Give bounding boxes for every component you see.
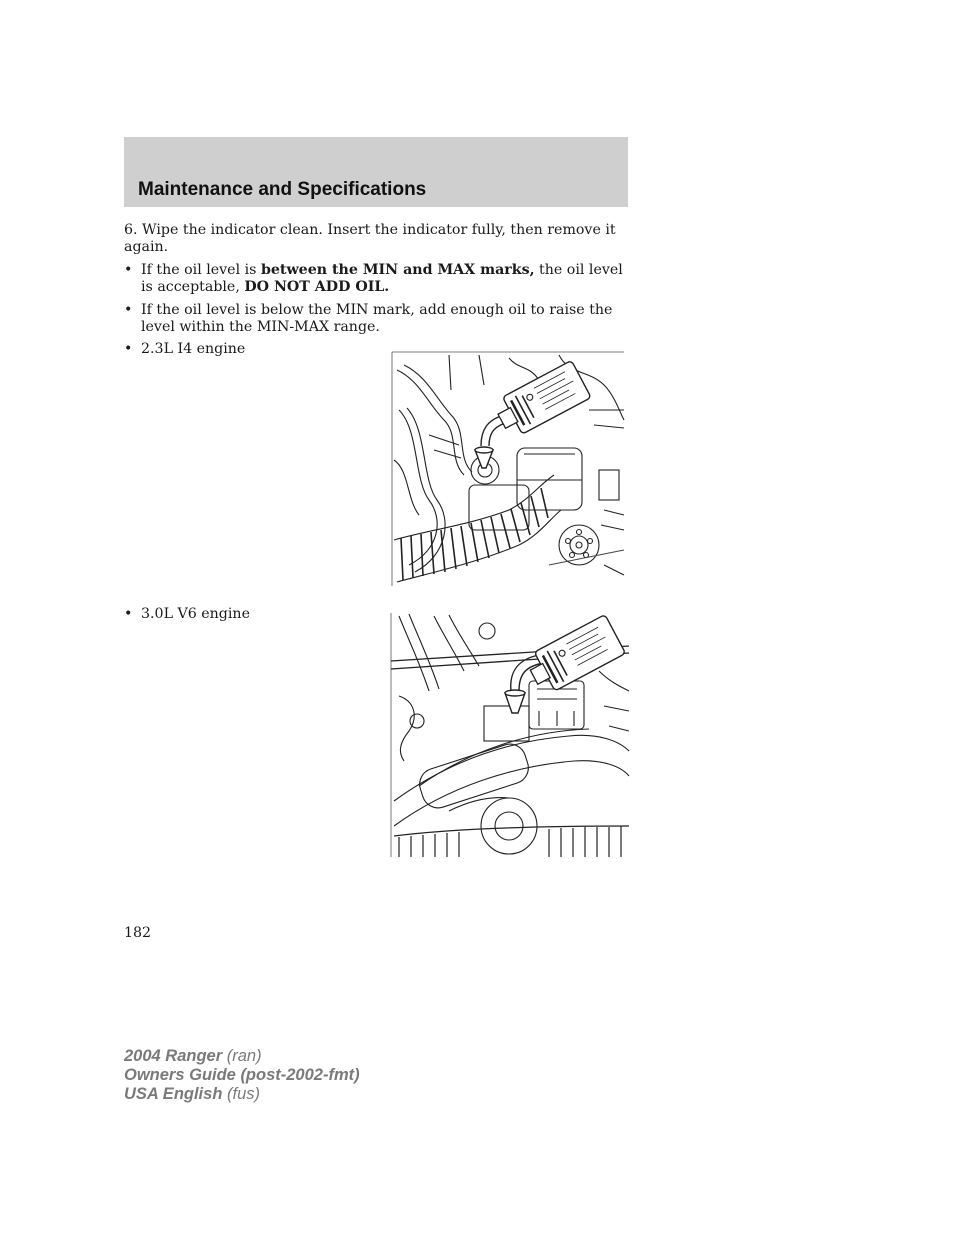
footer-guide: Owners Guide (post-2002-fmt) bbox=[124, 1066, 360, 1084]
document-footer bbox=[124, 1047, 360, 1104]
bullet-oil-level-acceptable bbox=[124, 262, 630, 295]
engine-30l-illustration bbox=[389, 611, 632, 859]
footer-model-code: (ran) bbox=[226, 1047, 262, 1065]
page-number: 182 bbox=[124, 925, 152, 941]
footer-language-code: (fus) bbox=[227, 1085, 260, 1103]
footer-language: USA English bbox=[124, 1085, 223, 1103]
engine-23l-illustration bbox=[389, 350, 627, 588]
footer-line-3 bbox=[124, 1085, 360, 1104]
bullet-text: If the oil level is between the MIN and MAX marks, the oil level is acceptable, DO NOT ADD OIL. bbox=[141, 262, 623, 295]
footer-line-1 bbox=[124, 1047, 360, 1066]
footer-model: 2004 Ranger bbox=[124, 1047, 223, 1065]
section-header-band bbox=[124, 137, 628, 207]
bullet-text: If the oil level is below the MIN mark, add enough oil to raise the level within the MIN-MAX range. bbox=[141, 302, 613, 335]
bullet-text: 2.3L I4 engine bbox=[141, 341, 246, 357]
bullet-marker: • bbox=[124, 341, 133, 357]
bullet-marker: • bbox=[124, 262, 133, 278]
step-6-text: 6. Wipe the indicator clean. Insert the indicator fully, then remove it again. bbox=[124, 222, 616, 255]
footer-line-2 bbox=[124, 1066, 360, 1085]
bullet-oil-level-low bbox=[124, 302, 630, 335]
section-title: Maintenance and Specifications bbox=[138, 179, 427, 200]
bullet-text: 3.0L V6 engine bbox=[141, 606, 250, 622]
bullet-marker: • bbox=[124, 606, 133, 622]
bullet-marker: • bbox=[124, 302, 133, 318]
